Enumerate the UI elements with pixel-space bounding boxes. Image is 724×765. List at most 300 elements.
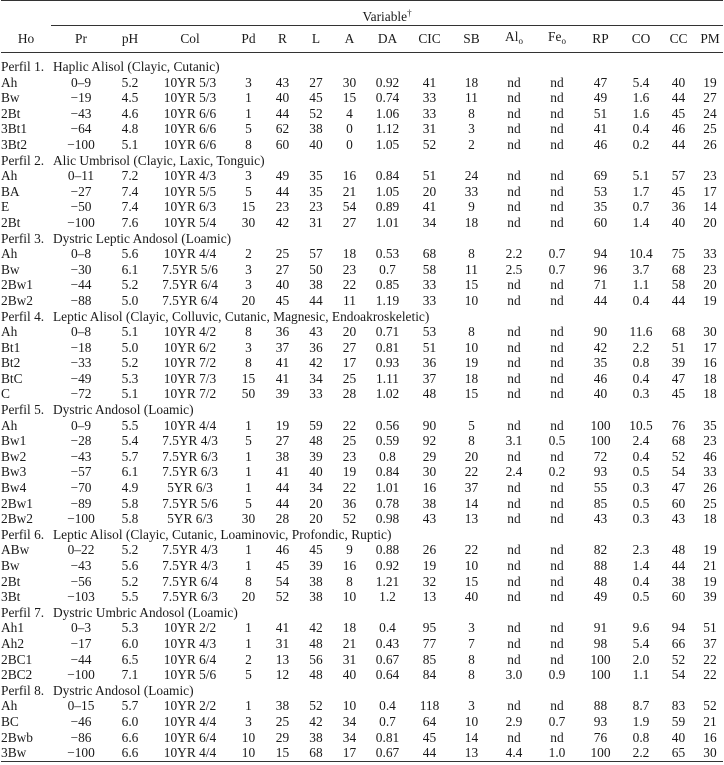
- cell-r: 44: [275, 495, 290, 511]
- cell-fe: 0.7: [548, 246, 566, 262]
- column-header-pd: [231, 26, 266, 53]
- cell-pm: 16: [703, 729, 717, 745]
- cell-cic: 20: [422, 183, 437, 199]
- cell-sb: 9: [468, 199, 475, 215]
- cell-ho: Ah: [1, 698, 18, 714]
- cell-a: 22: [342, 277, 357, 293]
- cell-r: 37: [275, 339, 290, 355]
- cell-a: 31: [342, 651, 357, 667]
- cell-al: nd: [507, 90, 521, 106]
- cell-pr: −44: [70, 651, 92, 667]
- profile-heading-row: [1, 527, 723, 543]
- cell-rp: 91: [593, 620, 608, 636]
- cell-ho: Bt1: [1, 339, 21, 355]
- cell-pd: 1: [245, 417, 252, 433]
- cell-ho: Ah: [1, 74, 18, 90]
- cell-fe: nd: [550, 90, 564, 106]
- cell-al: nd: [507, 448, 521, 464]
- cell-al: nd: [507, 370, 521, 386]
- cell-cic: 90: [422, 417, 437, 433]
- cell-sb: 40: [464, 589, 479, 605]
- cell-col: 10YR 4/3: [163, 635, 217, 651]
- cell-rp: 53: [593, 183, 608, 199]
- cell-l: 42: [309, 713, 323, 729]
- cell-pr: −100: [67, 667, 95, 683]
- cell-da: 0.67: [366, 745, 409, 761]
- cell-ph: 5.1: [121, 136, 139, 152]
- table-body: [1, 59, 723, 761]
- cell-r: 54: [275, 573, 290, 589]
- cell-co: 1.6: [632, 90, 650, 106]
- cell-cc: 45: [671, 183, 686, 199]
- cell-ho: Bw: [1, 90, 20, 106]
- cell-ho: 3Bt2: [1, 136, 28, 152]
- cell-sb: 37: [464, 480, 479, 496]
- cell-pr: −103: [67, 589, 95, 605]
- table-row: [1, 277, 723, 293]
- cell-col: 5YR 6/3: [167, 480, 213, 496]
- cell-sb: 8: [468, 324, 475, 340]
- cell-cic: 19: [422, 558, 437, 573]
- cell-da: 0.78: [375, 495, 400, 511]
- cell-pd: 1: [245, 620, 252, 636]
- cell-ho: 2BC2: [1, 667, 33, 683]
- cell-col: 7.5YR 6/3: [162, 589, 218, 605]
- cell-al: nd: [507, 589, 521, 605]
- cell-al: 3.1: [505, 433, 523, 449]
- cell-pd: 1: [245, 542, 252, 558]
- cell-al: nd: [507, 620, 521, 636]
- cell-cc: 75: [671, 246, 686, 262]
- cell-fe: nd: [550, 199, 564, 215]
- cell-pd: 1: [245, 90, 252, 106]
- cell-a: 18: [342, 246, 357, 262]
- cell-a: 10: [342, 589, 357, 605]
- cell-al: 2.5: [505, 261, 523, 277]
- column-header-label: R: [278, 31, 287, 46]
- cell-da: 0.89: [375, 199, 400, 215]
- cell-cc: 54: [671, 667, 686, 683]
- cell-fe: nd: [550, 183, 564, 199]
- cell-al: nd: [507, 339, 521, 355]
- cell-cic: 64: [422, 713, 437, 729]
- cell-cc: 44: [671, 558, 686, 573]
- cell-co: 0.8: [632, 355, 650, 371]
- cell-ho: BC: [1, 713, 19, 729]
- cell-fe: 0.2: [548, 464, 566, 480]
- cell-da: 0.64: [375, 667, 400, 683]
- cell-fe: nd: [550, 417, 564, 433]
- column-header-rp: [579, 26, 622, 53]
- cell-l: 27: [309, 74, 323, 90]
- table-row: [1, 496, 723, 512]
- cell-cc: 40: [671, 74, 686, 90]
- column-header-label: L: [311, 31, 321, 46]
- cell-da: 0.98: [375, 511, 400, 527]
- cell-pm: 20: [703, 277, 717, 293]
- cell-pr: −49: [70, 370, 92, 386]
- cell-ph: 5.0: [121, 339, 139, 355]
- cell-fe: nd: [550, 495, 564, 511]
- cell-cc: 46: [671, 121, 686, 137]
- cell-da: 0.56: [375, 417, 400, 433]
- cell-fe: nd: [550, 635, 564, 651]
- cell-pm: 51: [703, 620, 717, 636]
- table-row: [1, 511, 723, 527]
- cell-ph: 5.0: [121, 292, 139, 308]
- cell-al: nd: [507, 355, 521, 371]
- cell-pm: 33: [703, 246, 717, 262]
- cell-pm: 19: [703, 542, 717, 558]
- cell-col: 10YR 6/3: [163, 199, 217, 215]
- cell-r: 41: [275, 464, 290, 480]
- cell-al: nd: [507, 495, 521, 511]
- cell-ph: 4.8: [121, 121, 139, 137]
- cell-ho: C: [1, 386, 10, 402]
- cell-cic: 53: [422, 324, 437, 340]
- cell-col: 10YR 4/4: [163, 417, 217, 433]
- cell-ph: 6.0: [121, 635, 139, 651]
- cell-r: 62: [275, 121, 290, 137]
- cell-cic: 48: [422, 386, 437, 402]
- cell-cc: 83: [671, 698, 686, 714]
- cell-al: nd: [507, 168, 521, 184]
- cell-r: 41: [275, 620, 290, 636]
- cell-da: 1.2: [379, 589, 396, 605]
- cell-fe: nd: [550, 292, 564, 308]
- cell-co: 1.1: [632, 277, 650, 293]
- cell-rp: 72: [593, 448, 608, 464]
- cell-sb: 22: [464, 542, 479, 558]
- cell-ph: 5.2: [121, 542, 139, 558]
- cell-r: 12: [275, 667, 290, 683]
- cell-cic: 31: [422, 121, 437, 137]
- cell-sb: 18: [464, 214, 479, 230]
- cell-l: 34: [309, 480, 323, 496]
- cell-ho: 2Bw1: [1, 277, 33, 293]
- cell-l: 38: [309, 729, 323, 745]
- cell-col: 7.5YR 6/4: [162, 277, 218, 293]
- cell-da: 0.93: [375, 355, 400, 371]
- profile-number: Perfil 2.: [1, 152, 45, 168]
- cell-pd: 5: [245, 183, 252, 199]
- cell-co: 9.6: [632, 620, 650, 636]
- table-row: [1, 137, 723, 153]
- cell-al: nd: [507, 573, 521, 589]
- column-header-co: [622, 26, 660, 53]
- cell-rp: 42: [593, 339, 608, 355]
- cell-fe: 0.7: [548, 713, 566, 729]
- cell-r: 41: [275, 370, 290, 386]
- cell-ho: Ah: [1, 168, 18, 184]
- cell-sb: 10: [464, 292, 479, 308]
- cell-pd: 10: [231, 745, 266, 761]
- cell-pm: 30: [697, 745, 723, 761]
- profile-number: Perfil 5.: [1, 402, 45, 418]
- cell-ph: 7.2: [121, 168, 139, 184]
- cell-rp: 71: [593, 277, 608, 293]
- table-row: [1, 730, 723, 746]
- cell-l: 48: [309, 635, 323, 651]
- cell-pd: 3: [245, 339, 252, 355]
- cell-l: 39: [309, 448, 323, 464]
- cell-al: nd: [507, 324, 521, 340]
- table-row: [1, 293, 723, 309]
- cell-ph: 5.8: [121, 511, 139, 527]
- cell-sb: 11: [465, 261, 478, 277]
- cell-co: 1.1: [632, 667, 650, 683]
- cell-ho: E: [1, 199, 10, 215]
- cell-sb: 33: [464, 183, 479, 199]
- cell-l: 39: [309, 558, 323, 573]
- cell-da: 1.05: [375, 136, 400, 152]
- cell-co: 0.3: [632, 480, 650, 496]
- cell-a: 22: [342, 417, 357, 433]
- cell-ph: 5.7: [121, 698, 139, 714]
- cell-ho: 2Bt: [1, 105, 21, 121]
- cell-a: 28: [342, 386, 357, 402]
- column-header-sb: [450, 26, 493, 53]
- cell-col: 10YR 2/2: [163, 620, 217, 636]
- cell-cc: 68: [671, 433, 686, 449]
- cell-sb: 15: [464, 386, 479, 402]
- cell-cic: 33: [422, 105, 437, 121]
- cell-al: nd: [507, 480, 521, 496]
- profile-number: Perfil 3.: [1, 230, 45, 246]
- cell-al: 3.0: [505, 667, 523, 683]
- cell-a: 8: [346, 573, 353, 589]
- cell-da: 1.11: [376, 370, 399, 386]
- cell-sb: 14: [464, 495, 479, 511]
- cell-cc: 52: [671, 448, 686, 464]
- cell-l: 36: [309, 339, 323, 355]
- column-header-da: [366, 26, 409, 53]
- cell-cic: 16: [422, 480, 437, 496]
- cell-ho: Ah: [1, 324, 18, 340]
- cell-pr: 0–9: [70, 74, 92, 90]
- cell-fe: nd: [550, 277, 564, 293]
- cell-co: 0.2: [632, 136, 650, 152]
- cell-cc: 44: [671, 90, 686, 106]
- cell-r: 27: [275, 433, 290, 449]
- profile-heading-row: [1, 231, 723, 247]
- cell-a: 22: [342, 480, 357, 496]
- cell-cic: 34: [422, 214, 437, 230]
- cell-ho: Bw2: [1, 448, 27, 464]
- cell-r: 39: [275, 386, 290, 402]
- cell-al: nd: [507, 277, 521, 293]
- cell-fe: nd: [550, 74, 564, 90]
- cell-da: 0.67: [375, 651, 400, 667]
- cell-cc: 68: [671, 261, 686, 277]
- cell-sb: 13: [450, 745, 493, 761]
- cell-ph: 5.5: [121, 417, 139, 433]
- cell-cc: 94: [671, 620, 686, 636]
- cell-pr: −89: [70, 495, 92, 511]
- profile-heading-row: [1, 153, 723, 169]
- cell-pd: 1: [245, 698, 252, 714]
- table-row: [1, 168, 723, 184]
- cell-r: 46: [275, 542, 290, 558]
- cell-ho: Ah2: [1, 635, 25, 651]
- column-header-label: CO: [631, 31, 651, 46]
- cell-rp: 85: [593, 495, 608, 511]
- cell-col: 7.5YR 5/6: [162, 495, 218, 511]
- cell-pr: −33: [70, 355, 92, 371]
- variable-header-row: [1, 5, 723, 26]
- cell-fe: nd: [550, 620, 564, 636]
- cell-da: 1.01: [375, 214, 400, 230]
- cell-rp: 94: [593, 246, 608, 262]
- cell-cic: 52: [422, 136, 437, 152]
- cell-r: 44: [275, 105, 290, 121]
- cell-ph: 5.3: [121, 370, 139, 386]
- cell-pm: 22: [703, 651, 717, 667]
- column-header-fe: [535, 26, 579, 53]
- cell-a: 54: [342, 199, 357, 215]
- cell-pr: 0–8: [70, 324, 92, 340]
- cell-pd: 10: [241, 729, 256, 745]
- cell-fe: nd: [550, 511, 564, 527]
- cell-r: 40: [275, 90, 290, 106]
- cell-pm: 20: [703, 214, 717, 230]
- cell-col: 5YR 6/3: [167, 511, 213, 527]
- table-row: [1, 433, 723, 449]
- variable-footnote-mark: †: [407, 8, 412, 18]
- profile-heading-row: [1, 59, 723, 75]
- cell-da: 0.8: [379, 448, 396, 464]
- cell-l: 23: [309, 199, 323, 215]
- variable-label: Variable: [362, 9, 408, 24]
- cell-ho: 2Bw2: [1, 292, 33, 308]
- cell-al: 4.4: [493, 745, 535, 761]
- column-header-label: pH: [121, 31, 139, 46]
- cell-cc: 36: [671, 199, 686, 215]
- cell-da: 0.7: [379, 713, 396, 729]
- column-header-label: Fe: [548, 29, 562, 44]
- cell-fe: 0.5: [548, 433, 566, 449]
- cell-pr: −50: [70, 199, 92, 215]
- cell-co: 1.4: [632, 558, 650, 573]
- cell-fe: nd: [550, 542, 564, 558]
- cell-rp: 69: [593, 168, 608, 184]
- cell-ho: Ah1: [1, 620, 25, 636]
- table-row: [1, 386, 723, 402]
- cell-r: 25: [275, 246, 290, 262]
- cell-col: 10YR 6/6: [163, 136, 217, 152]
- cell-da: 0.84: [375, 168, 400, 184]
- cell-ph: 4.5: [121, 90, 139, 106]
- cell-pd: 5: [245, 433, 252, 449]
- cell-sb: 10: [464, 339, 479, 355]
- cell-al: nd: [507, 74, 521, 90]
- cell-co: 1.4: [632, 214, 650, 230]
- cell-r: 41: [275, 355, 290, 371]
- cell-ho: 3Bt1: [1, 121, 28, 137]
- cell-co: 2.3: [632, 542, 650, 558]
- cell-cic: 58: [422, 261, 437, 277]
- column-header-pm: [697, 26, 723, 53]
- cell-ph: 5.2: [121, 355, 139, 371]
- column-header-ho: [1, 26, 51, 53]
- cell-sb: 18: [464, 370, 479, 386]
- cell-col: 10YR 4/4: [163, 713, 217, 729]
- table-row: [1, 464, 723, 480]
- cell-l: 45: [309, 90, 323, 106]
- cell-rp: 100: [590, 433, 611, 449]
- cell-rp: 76: [593, 729, 608, 745]
- cell-sb: 10: [464, 713, 479, 729]
- cell-a: 20: [342, 324, 357, 340]
- profile-soil-classification: Leptic Alisol (Clayic, Cutanic, Loaminovic, Profondic, Ruptic): [53, 526, 392, 542]
- cell-da: 1.05: [375, 183, 400, 199]
- profile-heading-row: [1, 683, 723, 699]
- column-header-col: [149, 26, 231, 53]
- cell-fe: 0.9: [548, 667, 566, 683]
- cell-cc: 57: [671, 168, 686, 184]
- cell-ho: Bw3: [1, 464, 27, 480]
- cell-sb: 5: [468, 417, 475, 433]
- cell-pm: 26: [703, 480, 717, 496]
- cell-ph: 5.2: [121, 573, 139, 589]
- cell-fe: nd: [550, 480, 564, 496]
- cell-ho: 2Bwb: [1, 729, 33, 745]
- cell-pm: 17: [703, 339, 717, 355]
- cell-cic: 84: [422, 667, 437, 683]
- cell-pm: 24: [703, 105, 717, 121]
- cell-ph: 5.8: [121, 495, 139, 511]
- cell-pd: 1: [245, 480, 252, 496]
- cell-cc: 66: [671, 635, 686, 651]
- cell-ph: 6.1: [121, 464, 139, 480]
- cell-cc: 48: [671, 542, 686, 558]
- cell-rp: 96: [593, 261, 608, 277]
- cell-al: 2.4: [505, 464, 523, 480]
- cell-ph: 5.3: [121, 620, 139, 636]
- cell-pm: 16: [703, 355, 717, 371]
- cell-ph: 7.1: [121, 667, 139, 683]
- cell-l: 38: [309, 589, 323, 605]
- cell-sb: 20: [464, 448, 479, 464]
- cell-l: 45: [309, 542, 323, 558]
- cell-pm: 23: [703, 433, 717, 449]
- cell-ho: Ah: [1, 246, 18, 262]
- column-header-label: Pd: [241, 31, 256, 46]
- cell-ph: 5.1: [121, 386, 139, 402]
- table-row: [1, 542, 723, 558]
- cell-al: nd: [507, 651, 521, 667]
- cell-fe: nd: [550, 448, 564, 464]
- cell-a: 23: [342, 448, 357, 464]
- cell-l: 40: [309, 136, 323, 152]
- cell-pr: −46: [70, 713, 92, 729]
- cell-ph: 6.1: [121, 261, 139, 277]
- cell-co: 0.5: [632, 495, 650, 511]
- cell-ho: ABw: [1, 542, 30, 558]
- cell-al: nd: [507, 558, 521, 573]
- cell-pr: −19: [70, 90, 92, 106]
- cell-ho: Bw: [1, 261, 20, 277]
- table-row: [1, 480, 723, 496]
- cell-co: 5.4: [632, 74, 650, 90]
- cell-cc: 76: [671, 417, 686, 433]
- table-row: [1, 184, 723, 200]
- table-row: [1, 745, 723, 761]
- table-row: [1, 90, 723, 106]
- cell-fe: nd: [550, 105, 564, 121]
- cell-fe: nd: [550, 136, 564, 152]
- cell-al: nd: [507, 542, 521, 558]
